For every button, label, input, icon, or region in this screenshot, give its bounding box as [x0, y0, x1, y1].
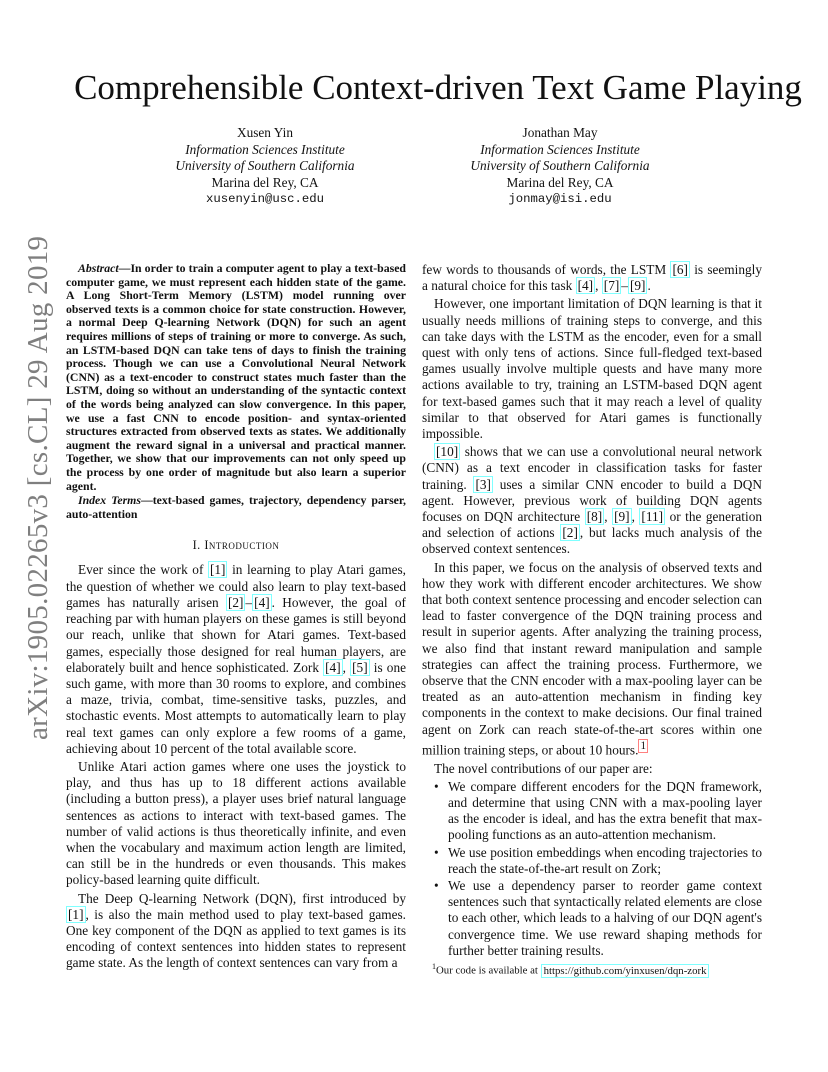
right-column — [422, 262, 762, 960]
abstract-text: —In order to train a computer agent to play a text-based computer game, we must represent each hidden state of the game. A Long Short-Term Memory (LSTM) model running over observed texts is a common choice for state construction. However, a normal Deep Q-learning Network (DQN) for such an agent requires millions of steps of training or more to converge. As such, an LSTM-based DQN can take tens of days to finish the training process. Though we can use a Convolutional Neural Network (CNN) as a text-encoder to construct states much faster than the LSTM, doing so without an understanding of the syntactic context of the words being analyzed can slow convergence. In this paper, we use a fast CNN to encode position- and syntax-oriented structures extracted from observed texts as states. We additionally augment the reward signal in a universal and practical manner. Together, we show that our improvements can not only speed up the process by one order of magnitude but also learn a superior agent. — [66, 261, 406, 493]
text-run: – — [621, 278, 628, 294]
footnote — [432, 960, 762, 978]
citation-link[interactable]: [2] — [227, 594, 244, 610]
footnote-text: Our code is available at — [436, 964, 541, 977]
citation-link[interactable]: [9] — [614, 509, 630, 525]
intro-paragraph-1 — [66, 562, 406, 756]
citation-link[interactable]: [6] — [672, 262, 688, 277]
citation-link[interactable]: [4] — [325, 659, 341, 675]
author-name: Jonathan May — [522, 125, 598, 140]
citation-link[interactable]: [10] — [436, 444, 459, 460]
intro-paragraph-3 — [66, 891, 406, 972]
index-terms-text: —text-based games, trajectory, dependency parser, auto-attention — [66, 493, 406, 521]
text-run: , — [604, 509, 613, 525]
text-run: . — [647, 278, 651, 294]
citation-link[interactable]: [8] — [586, 509, 603, 525]
text-run: is one such game, with more than 30 rooms to explore, and combines a maze, trivia, combat, time-sensitive tasks, puzzles, and stochastic events. Most attempts to automatically learn to play real text games can only explore a few rooms of a game, achieving about 10 percent of the total available score. — [66, 659, 407, 756]
intro-paragraph-continued — [422, 262, 762, 294]
abstract-label: Abstract — [78, 261, 119, 275]
contributions-list — [432, 779, 762, 959]
citation-link[interactable]: [4] — [577, 278, 594, 294]
author-email[interactable]: xusenyin@usc.edu — [205, 192, 325, 207]
text-run: shows that we can use a convolutional neural network (CNN) as a text encoder in classification tasks for faster training. — [422, 444, 762, 492]
text-run: , but lacks much analysis of the observed context sentences. — [422, 525, 762, 557]
intro-paragraph-4: However, one important limitation of DQN learning is that it usually needs millions of training steps to converge, and this can take days with the LSTM as the encoder, even for a small quest with only tens of actions. Since full-fledged text-based games usually involve multiple quests and have many more actions available to try, training an LSTM-based DQN agent for text-based games such that it may reach a level of quality similar to that observed for Atari games is functionally impossible. — [422, 296, 762, 442]
author-email[interactable]: jonmay@isi.edu — [508, 192, 612, 207]
arxiv-identifier: arXiv:1905.02265v3 [cs.CL] 29 Aug 2019 — [22, 235, 54, 740]
text-run: is seemingly a natural choice for this task — [422, 262, 762, 294]
text-run: , — [631, 509, 640, 525]
intro-paragraph-5 — [422, 444, 762, 557]
left-column — [66, 262, 406, 972]
text-run: Ever since the work of — [78, 562, 208, 578]
author-affiliation: Information Sciences Institute — [480, 141, 640, 157]
citation-link[interactable]: [2] — [562, 525, 578, 541]
citation-link[interactable]: [7] — [603, 278, 620, 294]
text-run: or the generation and selection of actions — [422, 509, 762, 541]
code-url-link[interactable]: https://github.com/yinxusen/dqn-zork — [541, 964, 710, 978]
text-run: uses a similar CNN encoder to build a DQN agent. However, previous work of building DQN agents focuses on DQN architecture — [422, 476, 762, 525]
footnote-mark: 1 — [432, 962, 436, 971]
section-heading — [66, 537, 406, 553]
list-item: • We compare different encoders for the DQN framework, and determine that using CNN with a max-pooling layer as the encoder is ideal, and has the extra benefit that max-pooling functions as an auto-attention mechanism. — [432, 779, 762, 844]
text-run: In this paper, we focus on the analysis of observed texts and how they work with different encoder architectures. We show that both context sentence processing and encoder selection can lead to faster convergence of the DQN training process and result in superior agents. After analyzing the training process, we also find that instant reward manipulation and sample strategies can affect the training process. Furthermore, we observe that the CNN encoder with a max-pooling layer can be treated as an auto-attention mechanism in finding key components in the context to make decisions. Our final trained agent on Zork can reach state-of-the-art scores within one million training steps, or about 10 hours. — [422, 559, 762, 758]
author-name: Xusen Yin — [236, 125, 294, 140]
citation-link[interactable]: [11] — [641, 509, 664, 525]
index-terms — [66, 494, 406, 521]
citation-link[interactable]: [1] — [68, 906, 84, 922]
citation-link[interactable]: [9] — [629, 278, 646, 294]
index-terms-label: Index Terms — [78, 493, 141, 508]
intro-paragraph-7: The novel contributions of our paper are: — [434, 760, 653, 776]
text-run: in learning to play Atari games, the question of whether we could also learn to play text-based games has naturally arisen — [66, 562, 406, 610]
text-run: , is also the main method used to play text-based games. One key component of the DQN as applied to text games is its encoding of context sentences into hidden states to represent game state. As the length of context sentences can vary from a — [66, 906, 406, 971]
citation-link[interactable]: [4] — [254, 594, 270, 610]
text-run: , — [342, 659, 351, 675]
section-title: Introduction — [204, 538, 280, 553]
intro-paragraph-6 — [422, 560, 762, 759]
text-run: . However, the goal of reaching par with human players on these games is still beyond our reach, unlike that shown for Atari games. Text-based games, especially those designed for real human players, are elaborately built and hence sophisticated. Zork — [66, 594, 406, 675]
text-run: , — [595, 278, 602, 294]
author-block-1 — [130, 125, 400, 208]
text-run: The Deep Q-learning Network (DQN), first introduced by — [78, 890, 406, 906]
author-location: Marina del Rey, CA — [211, 174, 319, 190]
footnote-marker[interactable]: 1 — [640, 739, 646, 752]
abstract — [66, 262, 406, 493]
citation-link[interactable]: [3] — [475, 476, 491, 492]
paper-title: Comprehensible Context-driven Text Game Playing — [74, 68, 802, 107]
author-affiliation: Information Sciences Institute — [185, 141, 345, 157]
text-run: few words to thousands of words, the LSTM — [422, 262, 671, 277]
author-block-2 — [425, 125, 695, 208]
citation-link[interactable]: [1] — [209, 562, 226, 578]
author-university: University of Southern California — [470, 158, 650, 174]
section-number: I. — [192, 538, 201, 553]
list-item: • We use position embeddings when encoding trajectories to reach the state-of-the-art result on Zork; — [432, 845, 762, 877]
text-run: – — [245, 594, 253, 610]
author-university: University of Southern California — [175, 158, 355, 174]
list-item: • We use a dependency parser to reorder game context sentences such that syntactically related elements are close to each other, which leads to a halving of our DQN agent's convergence time. We use reward shaping methods for further better training results. — [432, 878, 762, 959]
author-location: Marina del Rey, CA — [506, 174, 614, 190]
citation-link[interactable]: [5] — [352, 659, 368, 675]
intro-paragraph-2: Unlike Atari action games where one uses the joystick to play, and thus has up to 18 different actions available (including a button press), a player uses brief natural language sentences as actions to interact with text-based games. The number of valid actions is thus theoretically infinite, and even when the vocabulary and maximum action length are limited, can still be in the hundreds or even thousands. This makes policy-based learning quite difficult. — [66, 758, 406, 888]
